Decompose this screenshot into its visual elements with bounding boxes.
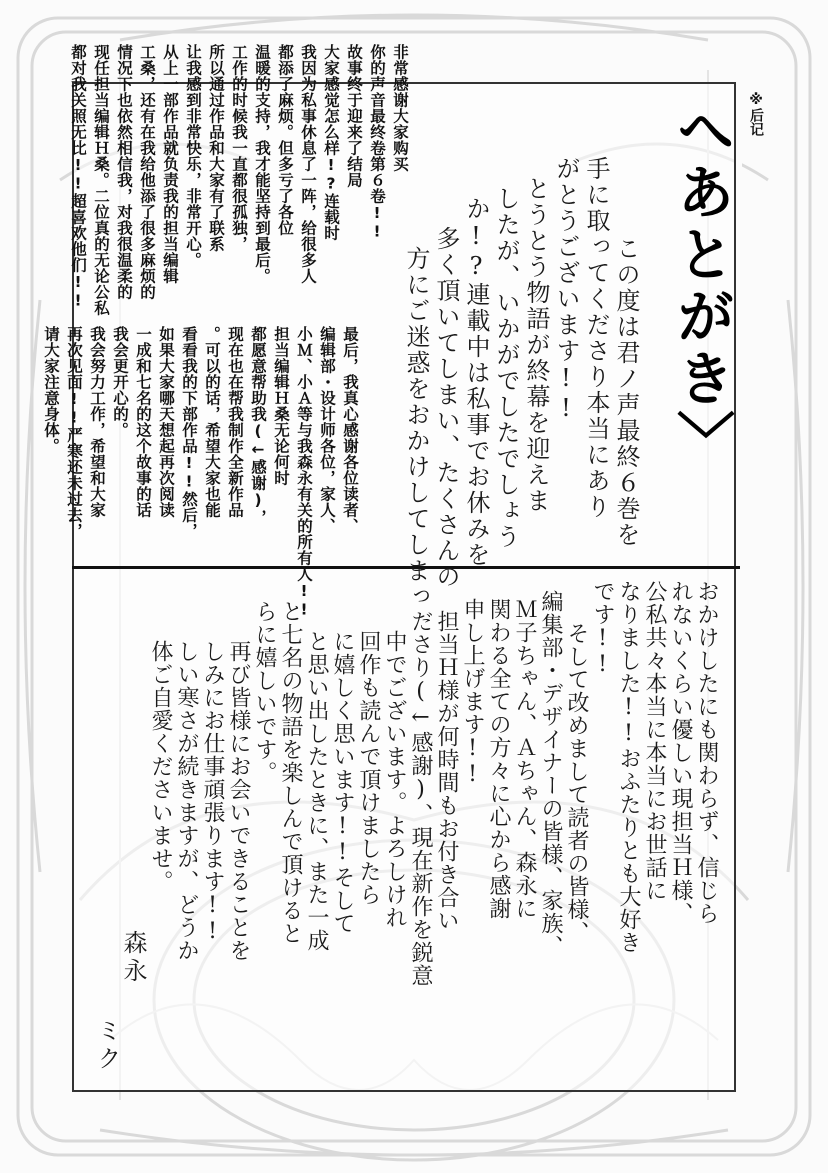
translation-line: 现在也在帮我制作全新作品 [226,326,244,518]
translation-line: 故事终于迎来了结局 [345,44,363,188]
translation-line: 如果大家哪天想起再次阅读 [157,326,175,518]
translation-line: 我因为私事休息了一阵，给很多人 [299,44,317,284]
signature-family-name: 森永 [119,930,147,986]
handwritten-line: と思い出したときに、また一成 [304,630,329,952]
handwritten-line: ださり(←感謝)、現在新作を鋭意 [408,610,433,987]
handwritten-line: 手に取ってくださり本当にあり [582,156,610,520]
translation-line: 最后，我真心感谢各位读者、 [341,326,359,534]
translation-line: 看看我的下部作品!!然后， [180,326,198,539]
translation-line: 小Ｍ、小Ａ等与我森永有关的所有人!! [295,326,313,619]
translation-line: 你的声音最终卷第６卷!! [368,44,386,241]
afterword-note-label: ※后记 [748,92,764,136]
handwritten-line: 申し上げます!! [460,598,485,788]
handwritten-line: です!! [590,580,615,678]
translation-line: 都添了麻烦。但多亏了各位 [276,44,294,236]
translation-line: 工桑，还有在我给他添了很多麻烦的 [138,44,156,300]
handwritten-line: 公私共々本当に本当にお世話に [642,580,667,902]
signature-given-name: ミク [93,1018,121,1074]
handwritten-line: 体ご自愛くださいませ。 [148,640,173,893]
translation-line: 请大家注意身体。 [42,326,60,454]
handwritten-line: がとうございます!! [552,156,580,424]
handwritten-line: らに嬉しいです。 [252,600,277,784]
afterword-title: へあとがき〉 [667,100,735,472]
translation-line: 现任担当编辑Ｈ桑。二位真的无论公私 [92,44,110,316]
handwritten-line: しい寒さが続きますが、どうか [174,640,199,962]
translation-line: 再次见面!!严寒还未过去， [65,326,83,539]
translation-line: 所以通过作品和大家有了联系 [207,44,225,252]
translation-line: 情况下也依然相信我，对我很温柔的 [115,44,133,300]
translation-line: 让我感到非常快乐，非常开心。 [184,44,202,268]
handwritten-line: 編集部・デザイナーの皆様、家族、 [538,590,563,958]
handwritten-line: に嬉しく思います!!そして [330,630,355,935]
translation-line: 都愿意帮助我(←感谢)， [249,326,267,526]
handwritten-line: と七名の物語を楽しんで頂けると [278,600,303,945]
handwritten-line: したが、いかがでしたでしょう [492,186,520,550]
handwritten-line: なりました!!おふたりとも大好き [616,580,641,954]
translation-line: 都对我关照无比!!超喜欢他们!! [69,44,87,310]
translation-line: 一成和七名的这个故事的话 [134,326,152,518]
handwritten-line: 中でございます。よろしけれ [382,630,407,929]
handwritten-line: 回作も読んで頂けましたら [356,630,381,906]
translation-line: 。可以的话，希望大家也能 [203,326,221,518]
handwritten-line: 再び皆様にお会いできることを [226,640,251,962]
handwritten-line: か!?連載中は私事でお休みを [462,196,490,568]
translation-line: 我会努力工作，希望和大家 [88,326,106,518]
handwritten-line: この度は君ノ声最終６巻を [612,236,640,548]
handwritten-line: とうとう物語が終幕を迎えま [522,176,550,514]
translation-line: 温暖的支持，我才能坚持到最后。 [253,44,271,284]
translation-line: 我会更开心的。 [111,326,129,438]
handwritten-line: 多く頂いてしまい、たくさんの [432,226,460,590]
translation-line: 工作的时候我一直都很孤独， [230,44,248,252]
translation-line: 担当编辑Ｈ桑无论何时 [272,326,290,486]
handwritten-line: 方にご迷惑をおかけしてしまっ [402,246,430,610]
handwritten-line: れないくらい優しい現担当Ｈ様、 [668,580,693,925]
handwritten-line: しみにお仕事頑張ります!! [200,640,225,945]
translation-line: 编辑部・设计师各位，家人、 [318,326,336,534]
handwritten-line: Ｍ子ちゃん、Ａちゃん、森永に [512,598,537,920]
translation-line: 大家感觉怎么样!?连载时 [322,44,340,241]
handwritten-line: 関わる全ての方々に心から感謝 [486,598,511,920]
handwritten-line: 担当Ｈ様が何時間もお付き合い [434,610,459,932]
handwritten-line: そして改めまして読者の皆様、 [564,622,589,944]
handwritten-line: おかけしたにも関わらず、信じら [694,580,719,925]
translation-line: 非常感谢大家购买 [391,44,409,172]
translation-line: 从上一部作品就负责我的担当编辑 [161,44,179,284]
